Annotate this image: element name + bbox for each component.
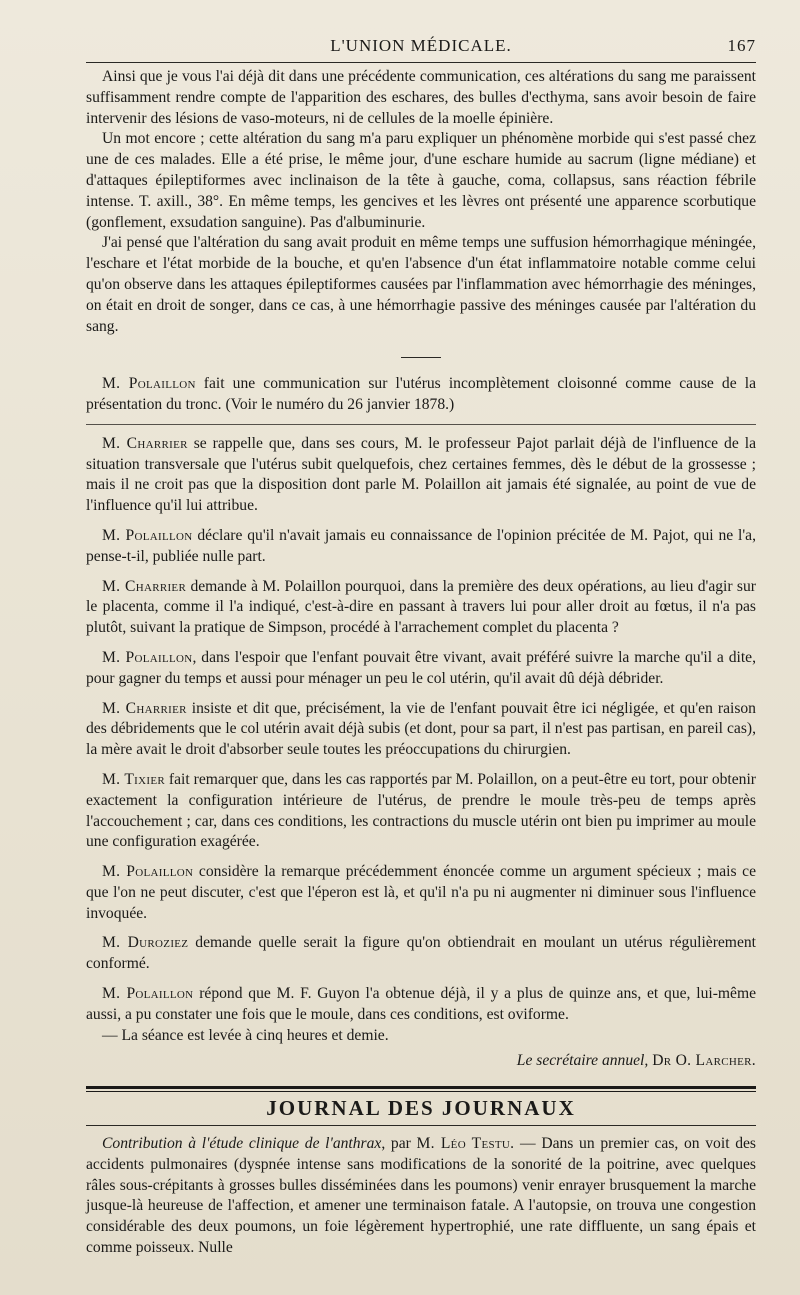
paragraph [86,526,756,568]
paragraph: J'ai pensé que l'altération du sang avait produit en même temps une suffusion hémorrhagique méningée, l'eschare et l'état morbide de la bouche, et qu'en l'absence d'un état inflammatoire notable comme celui qu'on observe dans les attaques épileptiformes causées par l'inflammation avec hémorrhagie des méninges, on était en droit de songer, dans ce cas, à une hémorrhagie passive des méninges causée par l'altération du sang. [86,234,756,335]
speaker-name: M. Polaillon [102,863,194,881]
signature [86,1051,756,1072]
page-header [86,30,756,60]
speaker-text: , dans l'espoir que l'enfant pouvait être vivant, avait préféré suivre la marche qu'il a dite, pour gagner du temps et aussi pour ménager un peu le col utérin, qu'il avait dû déjà débrider. [86,648,756,687]
article-title: Contribution à l'étude clinique de l'anthrax [102,1135,382,1153]
speaker-name: M. Charrier [102,699,187,717]
signature-name: Dr O. Larcher. [652,1052,756,1070]
paragraph [86,374,756,416]
byline-connector: , par [381,1135,417,1153]
closing-line: — La séance est levée à cinq heures et demie. [102,1026,389,1044]
running-title: L'UNION MÉDICALE. [330,36,512,55]
speaker-text: fait remarquer que, dans les cas rapportés par M. Polaillon, on a peut-être eu tort, pour obtenir exactement la configuration intérieure de l'utérus, de prendre le moule très-peu de temps après l'accouchement ; car, dans ces conditions, les contractions du muscle utérin ont bien pu imprimer au moule une configuration exagérée. [86,770,756,851]
speaker-name: M. Charrier [102,577,187,595]
paragraph [86,434,756,517]
speaker-text: déclare qu'il n'avait jamais eu connaissance de l'opinion précitée de M. Pajot, qui ne l'a, pense-t-il, publiée nulle part. [86,526,756,565]
speaker-text: se rappelle que, dans ses cours, M. le professeur Pajot parlait déjà de l'influence de la situation transversale que l'utérus subit quelquefois, chez certaines femmes, dès le début de la grossesse ; mais il ne croit pas que la disposition dont parle M. Polaillon ait jamais été signalée, au point de vue de l'influence qu'il lui attribue. [86,434,756,515]
speaker-text: demande à M. Polaillon pourquoi, dans la première des deux opérations, au lieu d'agir sur le placenta, comme il l'a indiqué, c'est-à-dire en passant à travers lui pour aller droit au fœtus, il n'a pas plutôt, suivant la pratique de Simpson, procédé à l'arrachement complet du placenta ? [86,577,756,637]
section-rule [86,424,756,425]
section-double-rule [86,1086,756,1092]
speaker-name: M. Polaillon [102,375,196,393]
article-text: — Dans un premier cas, on voit des accidents pulmonaires (dyspnée intense sans modifications de la sonorité de la poitrine, avec quelques râles sous-crépitants à grosses bulles disséminées dans les poumons) venir enrayer brusquement la marche jusque-là heureuse de l'affection, et amener une terminaison fatale. A l'autopsie, on trouva une congestion considérable des deux poumons, un foie légèrement hypertrophié, une rate diffluente, un sang épais et comme poisseux. Nulle [86,1135,756,1257]
journal-title-rule [86,1125,756,1126]
speaker-name: M. Tixier [102,770,165,788]
speaker-name: M. Charrier [102,434,188,452]
paragraph [86,699,756,761]
signature-role: Le secrétaire annuel, [516,1052,649,1070]
paragraph [86,984,756,1026]
paragraph [86,1134,756,1259]
speaker-name: M. Duroziez [102,934,189,952]
speaker-text: considère la remarque précédemment énoncée comme un argument spécieux ; mais ce que l'on ne peut discuter, c'est que l'éperon est là, et qu'il n'a pu ni augmenter ni diminuer sous l'influence invoquée. [86,863,757,922]
paragraph: Ainsi que je vous l'ai déjà dit dans une précédente communication, ces altérations du sang me paraissent suffisamment rendre compte de l'apparition des eschares, des bulles d'ecthyma, sans avoir besoin de faire intervenir des lésions de vaso-moteurs, ni de cellules de la moelle épinière. [86,68,756,127]
paragraph [86,577,756,639]
speaker-text: répond que M. F. Guyon l'a obtenue déjà, il y a plus de quinze ans, et que, lui-même aussi, a pu constater une fois que le moule, dans ces conditions, est oviforme. [86,985,756,1023]
article-body [86,67,756,1259]
paragraph [86,862,756,924]
speaker-text: demande quelle serait la figure qu'on obtiendrait en moulant un utérus régulièrement conformé. [86,934,756,973]
article-author: M. Léo Testu. [416,1135,515,1153]
paragraph [86,648,756,690]
paragraph [86,770,756,853]
paragraph: Un mot encore ; cette altération du sang m'a paru expliquer un phénomène morbide qui s'est passé chez une de ces malades. Elle a été prise, le même jour, d'une eschare humide au sacrum (ligne médiane) et d'attaques épileptiformes avec inclinaison de la tête à gauche, coma, collapsus, sans réaction fébrile intense. T. axill., 38°. En même temps, les gencives et les lèvres ont présenté une apparence scorbutique (gonflement, exsudation sanguine). Pas d'albuminurie. [86,130,756,231]
paragraph [86,933,756,975]
section-separator [86,344,756,365]
speaker-name: M. Polaillon [102,985,194,1003]
speaker-name: M. Polaillon [102,526,193,544]
speaker-text: insiste et dit que, précisément, la vie de l'enfant pouvait être ici négligée, et qu'en raison des débridements que le col utérin avait déjà subis (et dont, pour sa part, il n'est pas partisan, en pareil cas), la mère avait le droit d'absorber seule toutes les préoccupations du chirurgien. [86,699,756,759]
speaker-name: M. Polaillon [102,648,193,666]
speaker-text: fait une communication sur l'utérus incomplètement cloisonné comme cause de la présentation du tronc. (Voir le numéro du 26 janvier 1878.) [86,375,756,413]
page-number: 167 [727,36,756,55]
journal-section-title: JOURNAL DES JOURNAUX [266,1096,576,1121]
header-rule [86,62,756,63]
